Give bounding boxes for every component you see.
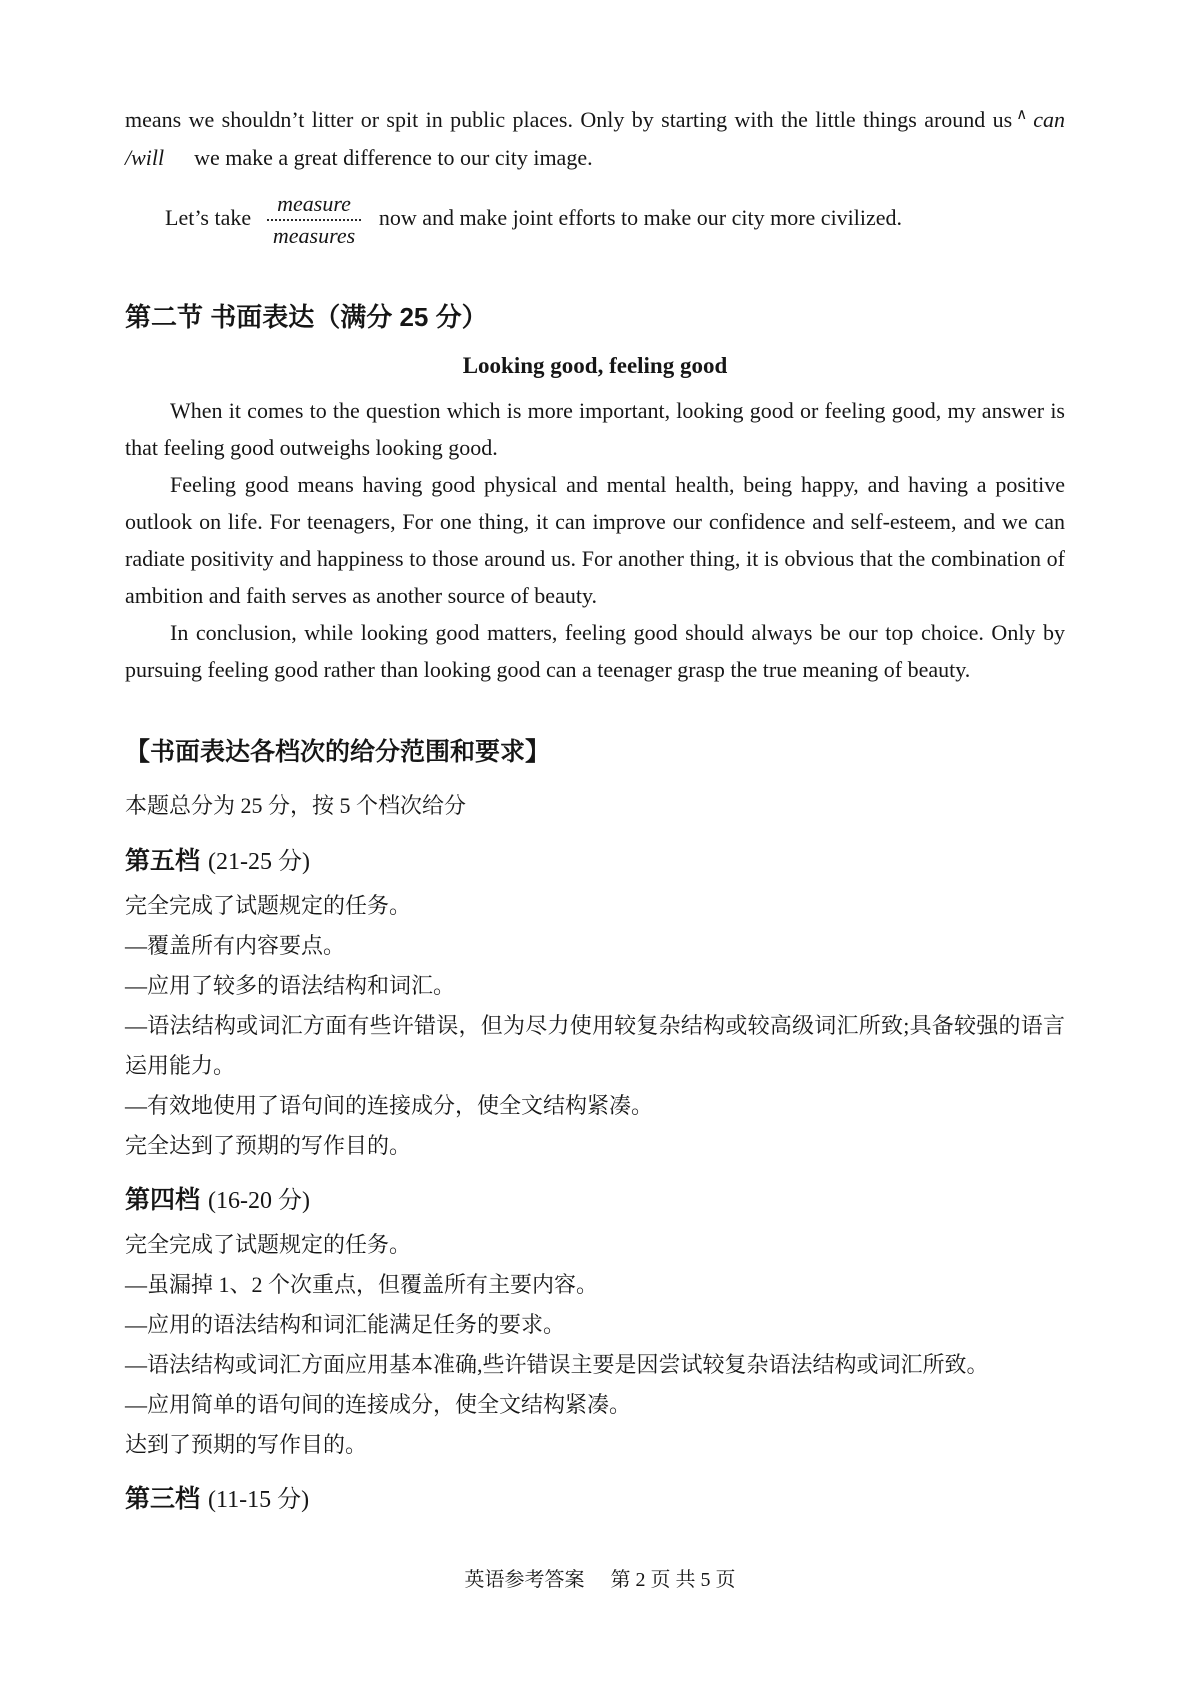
essay-body (125, 392, 1065, 688)
inserted-answer-text: can /will (125, 107, 1065, 170)
criterion-line: —应用了较多的语法结构和词汇。 (125, 973, 456, 998)
essay-paragraph: In conclusion, while looking good matters, feeling good should always be our top choice. Only by pursuing feeling good rather than looking good can a teenager grasp the true meaning of beauty. (125, 620, 1065, 682)
band-3-score-range: (11-15 分) (208, 1487, 310, 1513)
criterion-line: —有效地使用了语句间的连接成分，使全文结构紧凑。 (125, 1093, 654, 1118)
lets-take-suffix: now and make joint efforts to make our city more civilized. (378, 205, 903, 231)
band-4-criteria (125, 1225, 1065, 1465)
criterion-line: —覆盖所有内容要点。 (125, 933, 346, 958)
band-4-label: 第四档 (125, 1186, 201, 1214)
criterion-line: 完全达到了预期的写作目的。 (125, 1133, 412, 1158)
essay-title: Looking good, feeling good (462, 353, 728, 378)
section-two-heading: 第二节 书面表达（满分 25 分） (125, 302, 488, 332)
criterion-line: 完全完成了试题规定的任务。 (125, 893, 412, 918)
criterion-line: —语法结构或词汇方面有些许错误，但为尽力使用较复杂结构或较高级词汇所致;具备较强的语言运用能力。 (125, 1013, 1065, 1078)
criterion-line: 完全完成了试题规定的任务。 (125, 1232, 412, 1257)
criterion-line: —虽漏掉 1、2 个次重点，但覆盖所有主要内容。 (125, 1272, 599, 1297)
opening-paragraph (125, 96, 1065, 177)
lets-take-prefix: Let’s take (165, 205, 252, 231)
content-area (125, 0, 1065, 1524)
band-4-heading (125, 1182, 1065, 1219)
footer-title: 英语参考答案 (464, 1569, 585, 1591)
opening-text-before: means we shouldn’t litter or spit in public places. Only by starting with the little things around us (125, 107, 1013, 132)
essay-paragraph: Feeling good means having good physical and mental health, being happy, and having a positive outlook on life. For teenagers, For one thing, it can improve our confidence and self-esteem, and we can radiate positivity and happiness to those around us. For another thing, it is obvious that the combination of ambition and faith serves as another source of beauty. (125, 472, 1065, 608)
grading-intro: 本题总分为 25 分，按 5 个档次给分 (125, 793, 467, 818)
footer-page-number: 第 2 页 共 5 页 (610, 1569, 736, 1591)
caret-insertion-icon: ∧ (1016, 107, 1028, 123)
criterion-line: —应用的语法结构和词汇能满足任务的要求。 (125, 1312, 566, 1337)
band-5-score-range: (21-25 分) (208, 849, 310, 875)
grading-heading: 【书面表达各档次的给分范围和要求】 (125, 738, 551, 766)
correction-right-word: measures (272, 223, 356, 248)
word-correction (267, 191, 361, 249)
essay-paragraph: When it comes to the question which is more important, looking good or feeling good, my answer is that feeling good outweighs looking good. (125, 398, 1065, 460)
lets-take-line (125, 191, 1065, 249)
criterion-line: —应用简单的语句间的连接成分，使全文结构紧凑。 (125, 1392, 632, 1417)
band-3-heading (125, 1481, 1065, 1518)
criterion-line: —语法结构或词汇方面应用基本准确,些许错误主要是因尝试较复杂语法结构或词汇所致。 (125, 1352, 989, 1377)
correction-wrong-word: measure (267, 191, 361, 221)
opening-text-after: we make a great difference to our city image. (194, 145, 593, 170)
criterion-line: 达到了预期的写作目的。 (125, 1432, 368, 1457)
band-3-label: 第三档 (125, 1485, 201, 1513)
band-5-label: 第五档 (125, 847, 201, 875)
band-5-heading (125, 843, 1065, 880)
band-5-criteria (125, 886, 1065, 1166)
page-footer (0, 1566, 1200, 1594)
band-4-score-range: (16-20 分) (208, 1188, 310, 1214)
